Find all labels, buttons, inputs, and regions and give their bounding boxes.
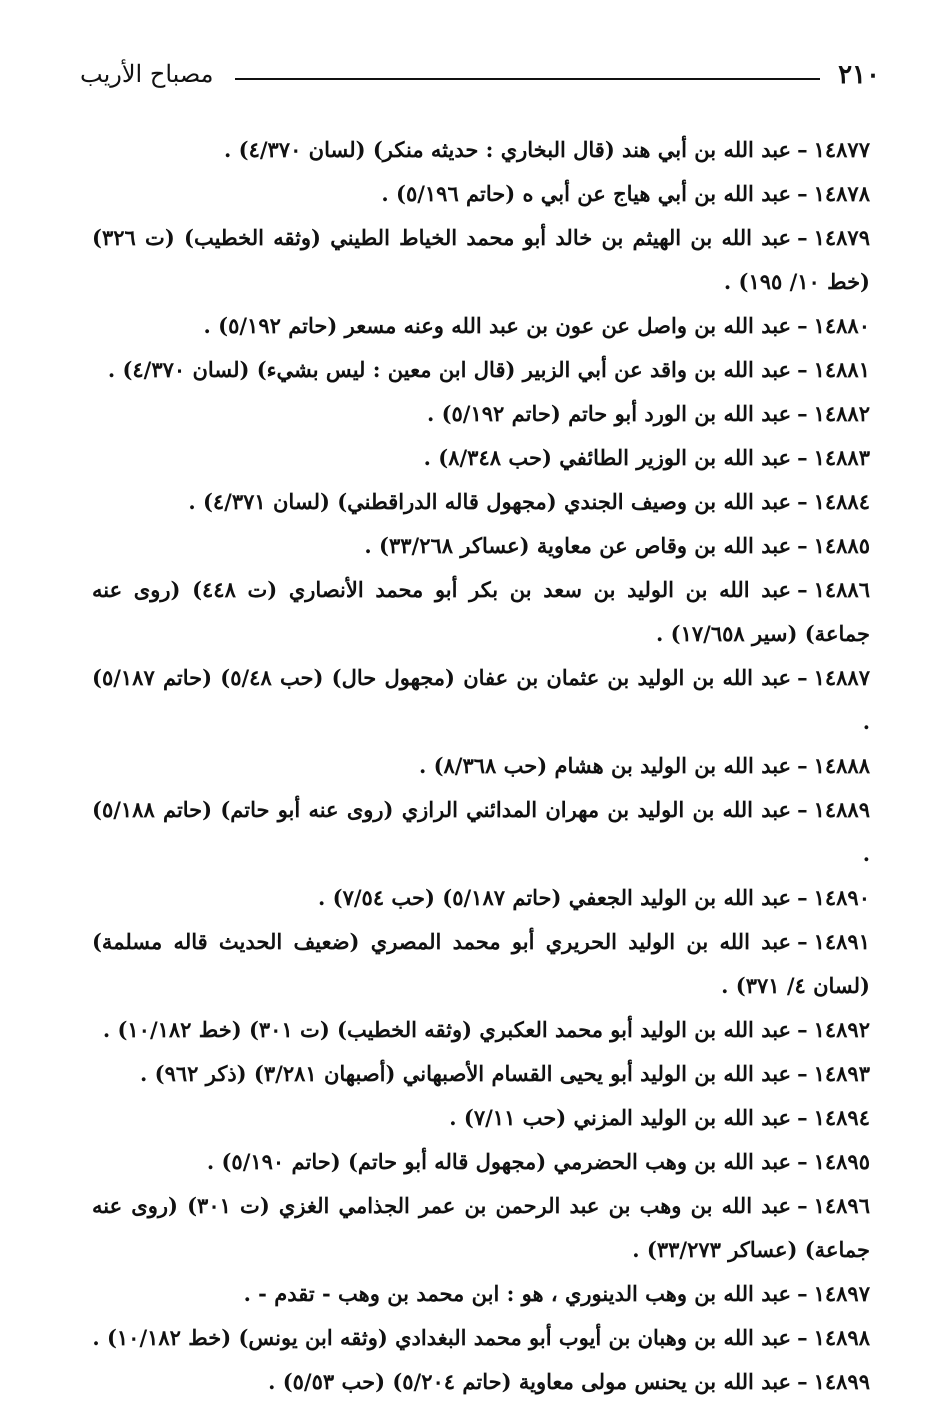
entry-number: ١٤٨٨٢ (813, 401, 870, 426)
entry-dash: – (797, 929, 808, 954)
entry (92, 480, 870, 524)
entry-text: عبد الله بن الوليد المزني (حب ٧/١١) . (449, 1105, 792, 1130)
entry-dash: – (797, 401, 808, 426)
entry-number: ١٤٨٩٩ (813, 1369, 870, 1394)
page-number: ٢١٠ (838, 60, 880, 90)
entry-dash: – (797, 357, 808, 382)
entry (92, 392, 870, 436)
entry-text: عبد الله بن وهب بن عبد الرحمن بن عمر الجذامي الغزي (ت ٣٠١) (روى عنه جماعة) (عساكر ٣٣/٢٧٣) . (92, 1193, 870, 1262)
entry-number: ١٤٨٨٨ (813, 753, 870, 778)
entry-dash: – (797, 1017, 808, 1042)
entry (92, 1052, 870, 1096)
entry-number: ١٤٨٩٧ (813, 1281, 870, 1306)
entry-number: ١٤٨٩٥ (813, 1149, 870, 1174)
entry (92, 568, 870, 656)
book-title: مصباح الأريب (80, 60, 214, 88)
entry (92, 348, 870, 392)
entry-number: ١٤٨٨٩ (813, 797, 870, 822)
entry-number: ١٤٨٨٤ (813, 489, 870, 514)
entry-dash: – (797, 1325, 808, 1350)
entry (92, 744, 870, 788)
entry-number: ١٤٨٩٨ (813, 1325, 870, 1350)
entry-text: عبد الله بن أبي هند (قال البخاري : حديثه منكر) (لسان ٤/٣٧٠) . (224, 137, 792, 162)
entry (92, 1360, 870, 1404)
header-rule (235, 78, 820, 80)
entry (92, 216, 870, 304)
entry-text: عبد الله بن الوليد الحريري أبو محمد المصري (ضعيف الحديث قاله مسلمة) (لسان ٤/ ٣٧١) . (92, 929, 870, 998)
entry-dash: – (797, 181, 808, 206)
entry (92, 1008, 870, 1052)
entry-text: عبد الله بن أبي هياج عن أبي ه (حاتم ٥/١٩٦) . (381, 181, 792, 206)
entry-text: عبد الله بن وهب الحضرمي (مجهول قاله أبو حاتم) (حاتم ٥/١٩٠) . (206, 1149, 792, 1174)
entry (92, 656, 870, 744)
entry-number: ١٤٨٧٩ (813, 225, 870, 250)
entry (92, 524, 870, 568)
entry-text: عبد الله بن الوليد بن سعد بن بكر أبو محمد الأنصاري (ت ٤٤٨) (روى عنه جماعة) (سير ١٧/٦٥٨) . (92, 577, 870, 646)
entry-text: عبد الله بن واصل عن عون بن عبد الله وعنه مسعر (حاتم ٥/١٩٢) . (203, 313, 792, 338)
entry-number: ١٤٨٩٤ (813, 1105, 870, 1130)
entry-text: عبد الله بن الوليد أبو يحيى القسام الأصبهاني (أصبهان ٣/٢٨١) (ذكر ٩٦٢) . (140, 1061, 792, 1086)
entry-number: ١٤٨٨٠ (813, 313, 870, 338)
entry-text: عبد الله بن وهبان بن أيوب أبو محمد البغدادي (وثقه ابن يونس) (خط ١٠/١٨٢) . (92, 1325, 792, 1350)
entry-dash: – (797, 753, 808, 778)
entry-text: عبد الله بن الورد أبو حاتم (حاتم ٥/١٩٢) . (426, 401, 792, 426)
entry (92, 1184, 870, 1272)
entry-text: عبد الله بن الوليد أبو محمد العكبري (وثقه الخطيب) (ت ٣٠١) (خط ١٠/١٨٢) . (102, 1017, 792, 1042)
entry-text: عبد الله بن الوليد بن هشام (حب ٨/٣٦٨) . (418, 753, 792, 778)
entry-text: عبد الله بن الوليد الجعفي (حاتم ٥/١٨٧) (حب ٧/٥٤) . (318, 885, 792, 910)
entry-number: ١٤٨٩١ (813, 929, 870, 954)
entry-number: ١٤٨٨٦ (813, 577, 870, 602)
entry (92, 1316, 870, 1360)
entry (92, 128, 870, 172)
entry-dash: – (797, 1105, 808, 1130)
entry (92, 1096, 870, 1140)
entry-dash: – (797, 577, 808, 602)
entry-dash: – (797, 1061, 808, 1086)
entry (92, 876, 870, 920)
entry-dash: – (797, 313, 808, 338)
entry-number: ١٤٨٨٣ (813, 445, 870, 470)
entry-dash: – (797, 137, 808, 162)
entry-number: ١٤٨٧٧ (813, 137, 870, 162)
entry-dash: – (797, 885, 808, 910)
entry-text: عبد الله بن الوليد بن مهران المدائني الرازي (روى عنه أبو حاتم) (حاتم ٥/١٨٨) . (92, 797, 870, 866)
entry-dash: – (797, 533, 808, 558)
entry-number: ١٤٨٨١ (813, 357, 870, 382)
entry-text: عبد الله بن وقاص عن معاوية (عساكر ٣٣/٢٦٨) . (364, 533, 792, 558)
entry-text: عبد الله بن وصيف الجندي (مجهول قاله الدراقطني) (لسان ٤/٣٧١) . (188, 489, 792, 514)
entry-number: ١٤٨٩٦ (813, 1193, 870, 1218)
entry-dash: – (797, 1281, 808, 1306)
entry-text: عبد الله بن الوزير الطائفي (حب ٨/٣٤٨) . (423, 445, 792, 470)
entry-dash: – (797, 1369, 808, 1394)
entry (92, 436, 870, 480)
entry-dash: – (797, 797, 808, 822)
entry-dash: – (797, 1193, 808, 1218)
entry-dash: – (797, 445, 808, 470)
entry-number: ١٤٨٨٥ (813, 533, 870, 558)
entry-number: ١٤٨٨٧ (813, 665, 870, 690)
entry (92, 920, 870, 1008)
running-head (80, 58, 880, 94)
entry-number: ١٤٨٩٣ (813, 1061, 870, 1086)
entry-text: عبد الله بن واقد عن أبي الزبير (قال ابن معين : ليس بشيء) (لسان ٤/٣٧٠) . (107, 357, 792, 382)
entry-text: عبد الله بن الوليد بن عثمان بن عفان (مجهول حال) (حب ٥/٤٨) (حاتم ٥/١٨٧) . (92, 665, 870, 734)
entry (92, 1272, 870, 1316)
entry-text: عبد الله بن الهيثم بن خالد أبو محمد الخياط الطيني (وثقه الخطيب) (ت ٣٢٦) (خط ١٠/ ١٩٥) . (92, 225, 870, 294)
entry (92, 172, 870, 216)
entry-text: عبد الله بن يحنس مولى معاوية (حاتم ٥/٢٠٤) (حب ٥/٥٣) . (268, 1369, 792, 1394)
entry-number: ١٤٨٩٠ (813, 885, 870, 910)
entry-number: ١٤٨٩٢ (813, 1017, 870, 1042)
entry (92, 788, 870, 876)
entry-dash: – (797, 665, 808, 690)
entry-dash: – (797, 225, 808, 250)
entry-dash: – (797, 1149, 808, 1174)
entry-dash: – (797, 489, 808, 514)
entries-list (92, 128, 870, 1404)
entry-number: ١٤٨٧٨ (813, 181, 870, 206)
entry (92, 1140, 870, 1184)
entry-text: عبد الله بن وهب الدينوري ، هو : ابن محمد بن وهب - تقدم - . (243, 1281, 792, 1306)
entry (92, 304, 870, 348)
